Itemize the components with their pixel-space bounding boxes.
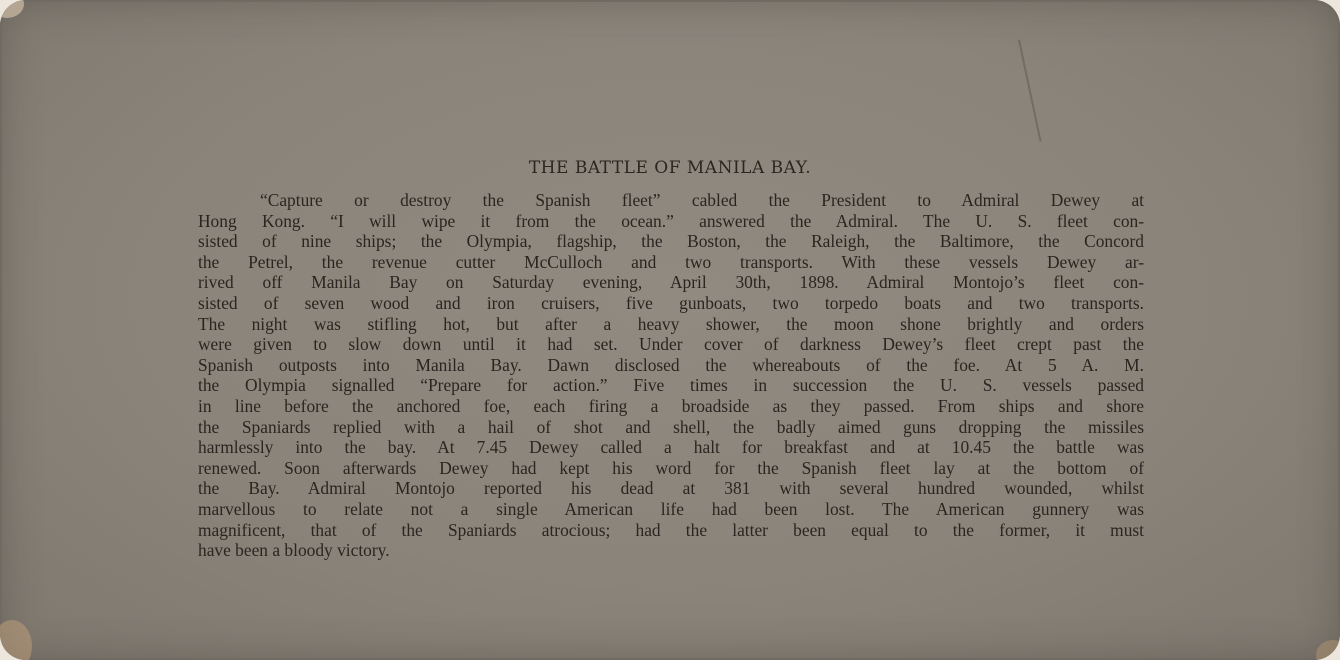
text-line: the Bay. Admiral Montojo reported his dead at 381 with several hundred wounded, whilst xyxy=(198,478,1144,499)
corner-wear-bottom-right xyxy=(1316,640,1340,660)
text-line: the Olympia signalled “Prepare for action.” Five times in succession the U. S. vessels passed xyxy=(198,375,1144,396)
text-line: in line before the anchored foe, each firing a broadside as they passed. From ships and shore xyxy=(198,395,1144,416)
surface-scratch xyxy=(1018,40,1042,142)
text-line: “Capture or destroy the Spanish fleet” cabled the President to Admiral Dewey at xyxy=(260,190,1144,210)
corner-wear-top-left xyxy=(0,0,24,18)
corner-wear-bottom-left xyxy=(0,620,32,660)
text-line: renewed. Soon afterwards Dewey had kept his word for the Spanish fleet lay at the bottom of xyxy=(198,457,1144,478)
text-line: marvellous to relate not a single American life had been lost. The American gunnery was xyxy=(198,498,1144,519)
text-line: sisted of nine ships; the Olympia, flagship, the Boston, the Raleigh, the Baltimore, the Concord xyxy=(198,231,1144,252)
card-title: THE BATTLE OF MANILA BAY. xyxy=(528,158,812,178)
text-line: have been a bloody victory. xyxy=(198,540,390,561)
text-line: the Spaniards replied with a hail of shot and shell, the badly aimed guns dropping the missiles xyxy=(198,416,1144,437)
text-line: were given to slow down until it had set. Under cover of darkness Dewey’s fleet crept past the xyxy=(198,334,1144,355)
text-line: magnificent, that of the Spaniards atrocious; had the latter been equal to the former, it must xyxy=(198,519,1144,540)
text-line: harmlessly into the bay. At 7.45 Dewey called a halt for breakfast and at 10.45 the battle was xyxy=(198,437,1144,458)
text-line: the Petrel, the revenue cutter McCulloch and two transports. With these vessels Dewey ar- xyxy=(198,251,1144,272)
text-line: The night was stifling hot, but after a heavy shower, the moon shone brightly and orders xyxy=(198,313,1144,334)
text-line: Hong Kong. “I will wipe it from the ocean.” answered the Admiral. The U. S. fleet con- xyxy=(198,210,1144,231)
text-line: rived off Manila Bay on Saturday evening, April 30th, 1898. Admiral Montojo’s fleet con- xyxy=(198,272,1144,293)
text-line: Spanish outposts into Manila Bay. Dawn disclosed the whereabouts of the foe. At 5 A. M. xyxy=(198,354,1144,375)
card-description xyxy=(198,190,1144,570)
text-line: sisted of seven wood and iron cruisers, five gunboats, two torpedo boats and two transports. xyxy=(198,292,1144,313)
